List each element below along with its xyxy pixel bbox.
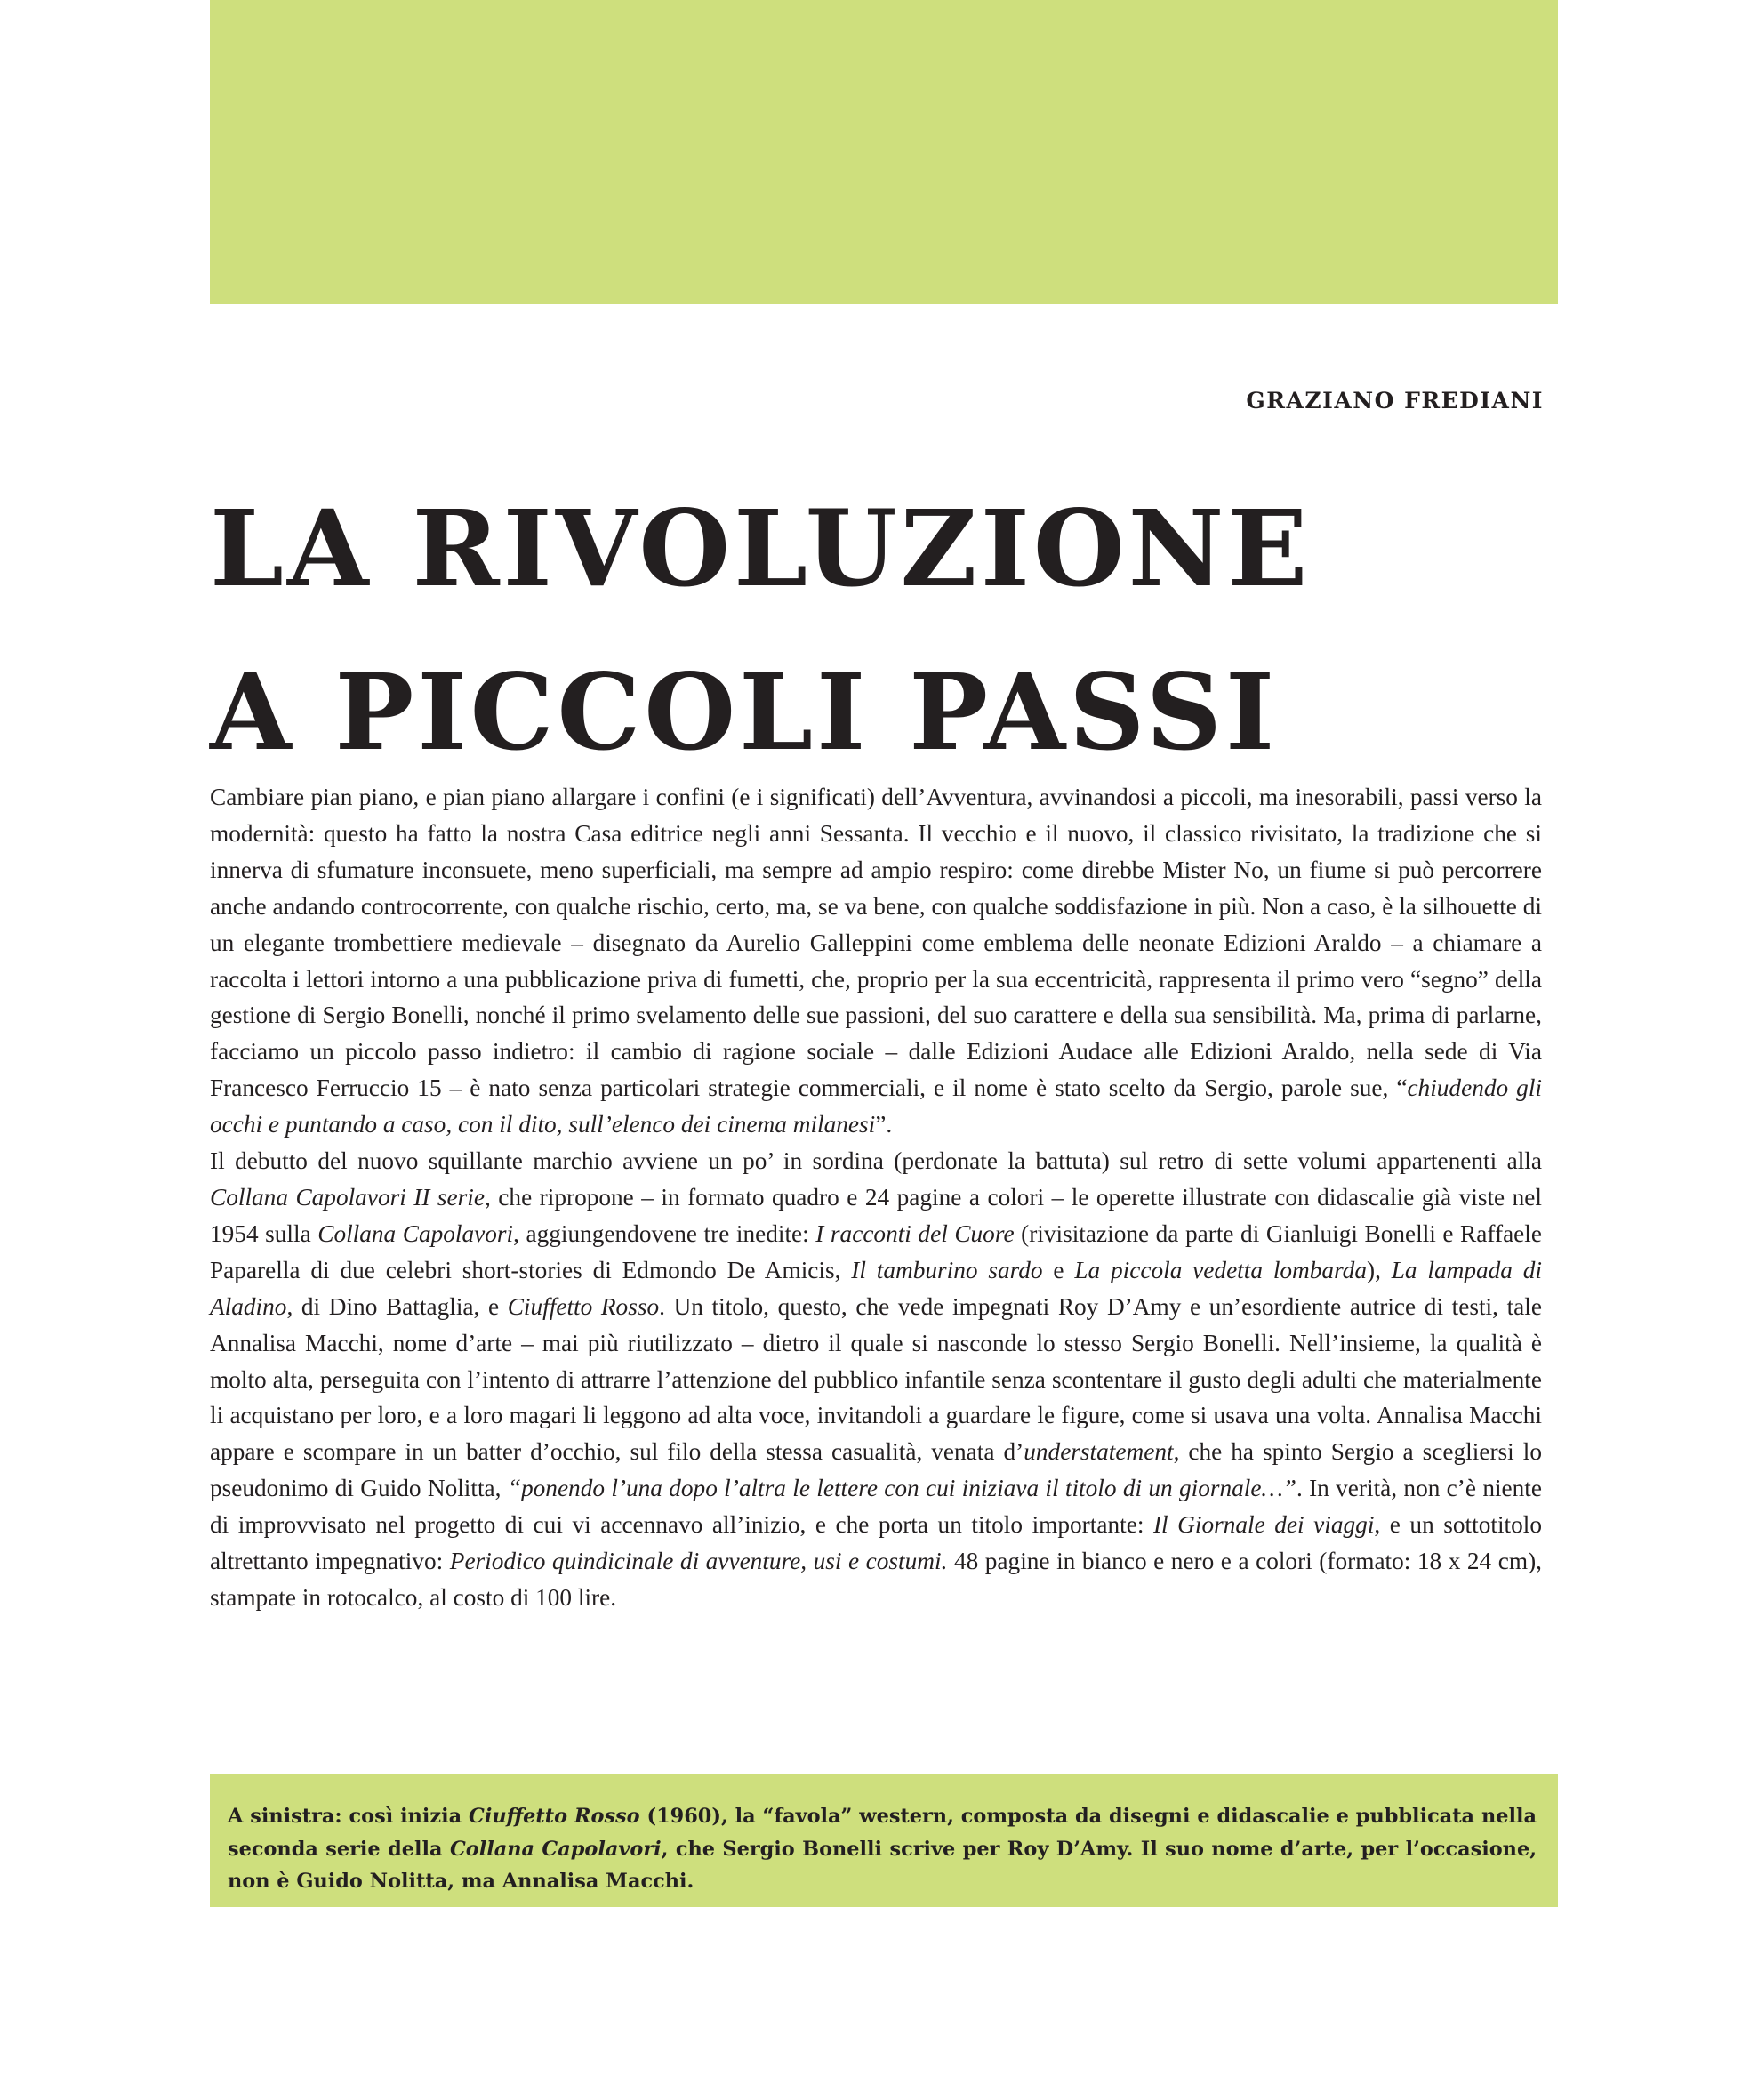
italic-text-run: Ciuffetto Rosso: [507, 1292, 660, 1320]
italic-text-run: Collana Capolavori II serie: [210, 1183, 485, 1211]
italic-text-run: understatement: [1024, 1438, 1174, 1466]
body-paragraph-2: [210, 1143, 1542, 1616]
text-run: 48 pagine in bianco e nero e a colori (formato: 18 x 24 cm), stampate in rotocalco, al costo di 100 lire.: [210, 1548, 1542, 1611]
italic-text-run: “ponendo l’una dopo l’altra le lettere con cui iniziava il titolo di un giornale…”: [507, 1475, 1296, 1502]
italic-text-run: Il Giornale dei viaggi: [1152, 1511, 1375, 1539]
italic-text-run: La piccola vedetta lombarda: [1074, 1256, 1367, 1283]
text-run: (1960), la “favola” western, composta da disegni e didascalie e pubblicata nella seconda serie della: [228, 1805, 1537, 1861]
text-run: A sinistra: così inizia: [228, 1805, 470, 1828]
article-body: [210, 779, 1542, 1616]
text-run: ),: [1366, 1256, 1392, 1283]
italic-text-run: Collana Capolavori: [317, 1219, 514, 1247]
italic-text-run: Ciuffetto Rosso: [469, 1805, 640, 1828]
text-run: . In verità, non c’è niente di improvvisato nel progetto di cui vi accennavo all’inizio, e che porta un titolo importante:: [210, 1475, 1543, 1539]
text-run: Il debutto del nuovo squillante marchio avviene un po’ in sordina (perdonate la battuta) sul retro di sette volumi appartenenti alla: [210, 1147, 1542, 1175]
text-run: ”.: [875, 1111, 893, 1139]
text-run: . Un titolo, questo, che vede impegnati Roy D’Amy e un’esordiente autrice di testi, tale Annalisa Macchi, nome d’arte – mai più riutilizzato – dietro il quale si nasconde lo stesso Sergio Bonelli. Nell’insieme, la qualità è molto alta, perseguita con l’intento di attrarre l’attenzione del pubblico infantile senza scontentare il gusto degli adulti che materialmente li acquistano per loro, e a loro magari li leggono ad alta voce, invitandoli a guardare le figure, come si usava una volta. Annalisa Macchi appare e scompare in un batter d’occhio, sul filo della stessa casualità, venata d’: [210, 1292, 1542, 1466]
text-run: e: [1042, 1256, 1075, 1283]
title-line-1: LA RIVOLUZIONE: [210, 487, 1312, 610]
italic-text-run: La lampada di Aladino: [210, 1256, 1543, 1320]
italic-text-run: Collana Capolavori: [449, 1837, 662, 1861]
body-paragraph-1: [210, 779, 1542, 1143]
italic-text-run: I racconti del Cuore: [815, 1219, 1015, 1247]
text-run: , che ha spinto Sergio a scegliersi lo pseudonimo di Guido Nolitta,: [210, 1438, 1542, 1502]
italic-text-run: Il tamburino sardo: [851, 1256, 1043, 1283]
author-name: GRAZIANO FREDIANI: [1246, 388, 1544, 414]
italic-text-run: chiudendo gli occhi e puntando a caso, con il dito, sull’elenco dei cinema milanesi: [210, 1074, 1542, 1139]
italic-text-run: Periodico quindicinale di avventure, usi e costumi.: [449, 1548, 948, 1575]
text-run: , e un sottotitolo altrettanto impegnativo:: [210, 1511, 1542, 1575]
article-title: [210, 467, 1561, 794]
image-caption: [210, 1774, 1558, 1907]
text-run: , che Sergio Bonelli scrive per Roy D’Amy. Il suo nome d’arte, per l’occasione, non è Guido Nolitta, ma Annalisa Macchi.: [228, 1837, 1537, 1893]
text-run: , di Dino Battaglia, e: [286, 1292, 508, 1320]
text-run: , aggiungendovene tre inedite:: [513, 1219, 816, 1247]
text-run: (rivisitazione da parte di Gianluigi Bonelli e Raffaele Paparella di due celebri short-stories di Edmondo De Amicis,: [210, 1219, 1542, 1283]
header-color-block: [210, 0, 1558, 304]
title-line-2: A PICCOLI PASSI: [210, 650, 1279, 774]
text-run: Cambiare pian piano, e pian piano allargare i confini (e i significati) dell’Avventura, avvinandosi a piccoli, ma inesorabili, passi verso la modernità: questo ha fatto la nostra Casa editrice negli anni Sessanta. Il vecchio e il nuovo, il classico rivisitato, la tradizione che si innerva di sfumature inconsuete, meno superficiali, ma sempre ad ampio respiro: come direbbe Mister No, un fiume si può percorrere anche andando controcorrente, con qualche rischio, certo, ma, se va bene, con qualche soddisfazione in più. Non a caso, è la silhouette di un elegante trombettiere medievale – disegnato da Aurelio Galleppini come emblema delle neonate Edizioni Araldo – a chiamare a raccolta i lettori intorno a una pubblicazione priva di fumetti, che, proprio per la sua eccentricità, rappresenta il primo vero “segno” della gestione di Sergio Bonelli, nonché il primo svelamento delle sue passioni, del suo carattere e della sua sensibilità. Ma, prima di parlarne, facciamo un piccolo passo indietro: il cambio di ragione sociale – dalle Edizioni Audace alle Edizioni Araldo, nella sede di Via Francesco Ferruccio 15 – è nato senza particolari strategie commerciali, e il nome è stato scelto da Sergio, parole sue, “: [210, 784, 1542, 1102]
text-run: , che ripropone – in formato quadro e 24 pagine a colori – le operette illustrate con didascalie già viste nel 1954 sulla: [210, 1183, 1542, 1247]
